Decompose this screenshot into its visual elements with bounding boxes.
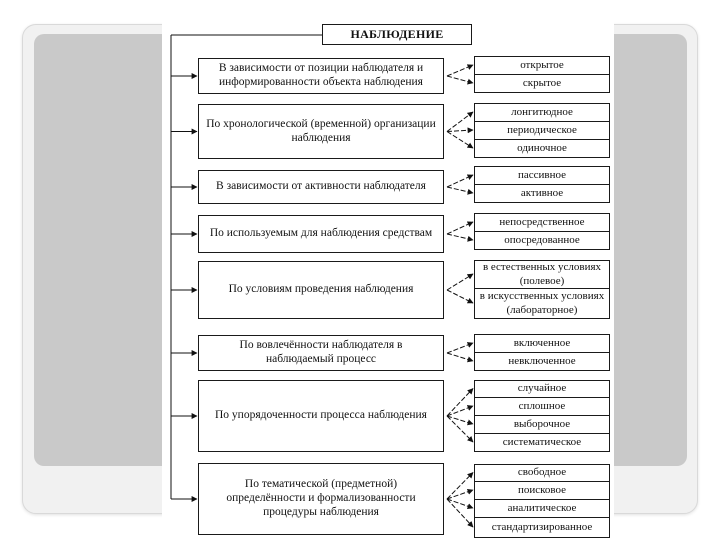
type-box: систематическое — [474, 433, 610, 452]
category-box: В зависимости от активности наблюдателя — [198, 170, 444, 204]
type-box: сплошное — [474, 397, 610, 416]
type-arrow — [447, 416, 473, 424]
type-arrow — [447, 76, 473, 83]
type-box: пассивное — [474, 166, 610, 185]
type-box: поисковое — [474, 481, 610, 500]
category-box: По хронологической (временной) организации наблюдения — [198, 104, 444, 159]
type-box: периодическое — [474, 121, 610, 140]
category-box: По условиям проведения наблюдения — [198, 261, 444, 319]
type-arrow — [447, 343, 473, 353]
type-arrow — [447, 112, 473, 132]
type-arrow — [447, 234, 473, 240]
type-box: в искусственных условиях (лабораторное) — [474, 288, 610, 319]
category-box: По вовлечённости наблюдателя в наблюдаемый процесс — [198, 335, 444, 371]
type-box: случайное — [474, 380, 610, 398]
type-box: активное — [474, 184, 610, 203]
type-box: скрытое — [474, 74, 610, 93]
type-arrow — [447, 290, 473, 303]
type-box: непосредственное — [474, 213, 610, 232]
type-box: аналитическое — [474, 499, 610, 518]
type-arrow — [447, 175, 473, 187]
type-arrow — [447, 406, 473, 416]
type-arrow — [447, 132, 473, 149]
type-arrow — [447, 130, 473, 132]
type-arrow — [447, 499, 473, 527]
type-arrow — [447, 187, 473, 193]
type-arrow — [447, 416, 473, 442]
type-box: лонгитюдное — [474, 103, 610, 122]
type-arrow — [447, 353, 473, 361]
type-arrow — [447, 389, 473, 417]
diagram-title: НАБЛЮДЕНИЕ — [322, 24, 472, 45]
type-box: выборочное — [474, 415, 610, 434]
type-arrow — [447, 490, 473, 499]
type-box: свободное — [474, 464, 610, 482]
category-box: В зависимости от позиции наблюдателя и информированности объекта наблюдения — [198, 58, 444, 94]
type-arrow — [447, 65, 473, 76]
type-arrow — [447, 274, 473, 290]
type-box: опосредованное — [474, 231, 610, 250]
type-box: невключенное — [474, 352, 610, 371]
type-arrow — [447, 222, 473, 234]
type-box: в естественных условиях (полевое) — [474, 260, 610, 289]
type-box: одиночное — [474, 139, 610, 158]
type-arrow — [447, 473, 473, 500]
category-box: По упорядоченности процесса наблюдения — [198, 380, 444, 452]
type-box: открытое — [474, 56, 610, 75]
category-box: По используемым для наблюдения средствам — [198, 215, 444, 253]
type-box: стандартизированное — [474, 517, 610, 538]
type-arrow — [447, 499, 473, 508]
type-box: включенное — [474, 334, 610, 353]
category-box: По тематической (предметной) определённости и формализованности процедуры наблюдения — [198, 463, 444, 535]
